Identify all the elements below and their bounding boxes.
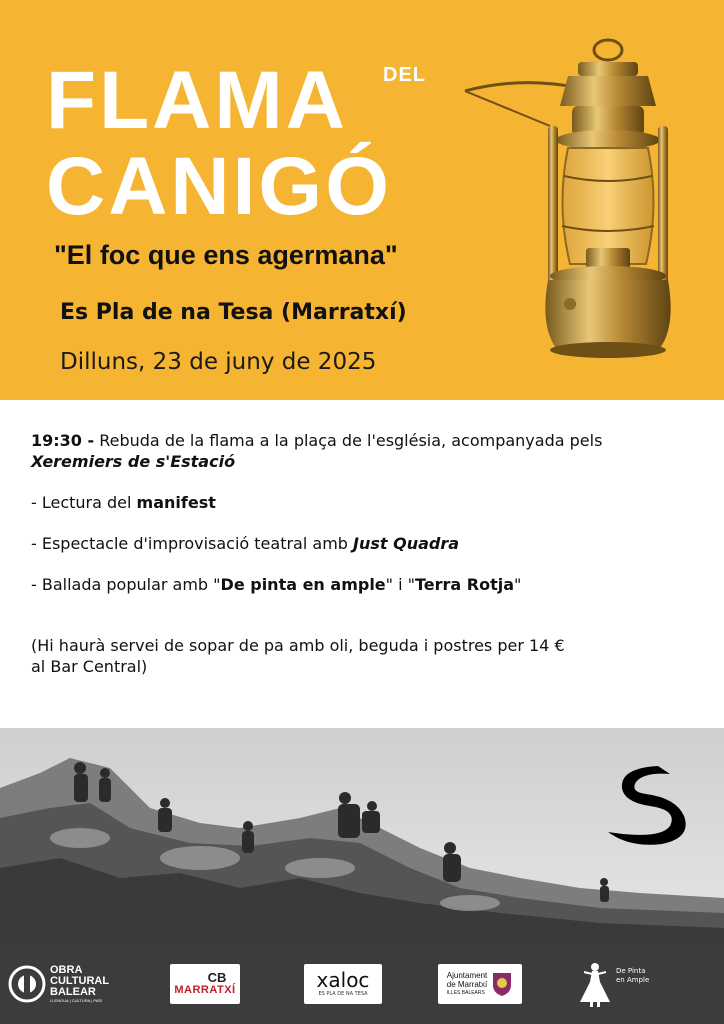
- pinta-line2: en Ample: [616, 976, 650, 984]
- program-item-2-bold: manifest: [136, 493, 216, 512]
- ajuntament-line2: de Marratxí: [446, 979, 488, 989]
- logo-cb-marratxi: [170, 964, 240, 1004]
- sponsor-footer: [0, 944, 724, 1024]
- ajuntament-shield-icon: [491, 971, 513, 997]
- s-logo-icon: [600, 758, 690, 848]
- program-item-3-text: - Espectacle d'improvisació teatral amb: [31, 534, 354, 553]
- pinta-line1: De Pinta: [616, 967, 646, 975]
- program-item-4-bold1: De pinta en ample: [220, 575, 386, 594]
- ocb-seal-icon: [8, 965, 46, 1003]
- mountain-photo: [0, 728, 724, 944]
- title-del: DEL: [383, 64, 426, 86]
- xaloc-name: xaloc: [316, 968, 370, 992]
- program-list: [31, 430, 691, 677]
- ocb-sub: LLENGUA | CULTURA | PAÍS: [50, 997, 103, 1003]
- program-item-1-text: Rebuda de la flama a la plaça de l'església, acompanyada pels: [94, 431, 603, 450]
- program-item-2: [31, 492, 691, 513]
- program-item-1-group: Xeremiers de s'Estació: [31, 452, 236, 471]
- xaloc-sub: ES PLA DE NA TESA: [318, 991, 368, 997]
- logo-ajuntament-marratxi: [438, 964, 522, 1004]
- cb-line1: CB: [207, 970, 227, 985]
- program-item-4: [31, 574, 691, 595]
- ajuntament-line1: Ajuntament: [446, 970, 488, 980]
- logo-xaloc: [304, 964, 382, 1004]
- program-item-1: [31, 430, 691, 472]
- lantern-icon: [460, 36, 680, 366]
- program-item-3: [31, 533, 691, 554]
- title-canigo: CANIGÓ: [46, 141, 392, 232]
- program-item-4-mid: " i ": [385, 575, 415, 594]
- title-flama: FLAMA: [46, 55, 348, 146]
- ocb-line1: OBRA: [50, 963, 83, 976]
- ocb-line3: BALEAR: [50, 985, 96, 998]
- dancer-icon: [578, 960, 612, 1008]
- ajuntament-line3: ILLES BALEARS: [446, 989, 485, 996]
- logo-ocb: [8, 962, 120, 1006]
- event-date: Dilluns, 23 de juny de 2025: [60, 349, 377, 375]
- event-place: Es Pla de na Tesa (Marratxí): [60, 300, 407, 325]
- program-item-4-prefix: - Ballada popular amb ": [31, 575, 221, 594]
- ocb-line2: CULTURAL: [50, 974, 110, 987]
- cb-line2: MARRATXÍ: [174, 984, 236, 996]
- program-item-2-text: - Lectura del: [31, 493, 137, 512]
- program-note: (Hi haurà servei de sopar de pa amb oli, beguda i postres per 14 € al Bar Central): [31, 636, 565, 676]
- poster-header: [0, 0, 724, 400]
- program-item-3-bold: Just Quadra: [353, 534, 460, 553]
- program-item-4-bold2: Terra Rotja: [415, 575, 515, 594]
- logo-de-pinta-en-ample: [578, 958, 688, 1010]
- program-time: 19:30 -: [31, 431, 95, 450]
- tagline: "El foc que ens agermana": [54, 240, 398, 270]
- program-item-4-suffix: ": [514, 575, 522, 594]
